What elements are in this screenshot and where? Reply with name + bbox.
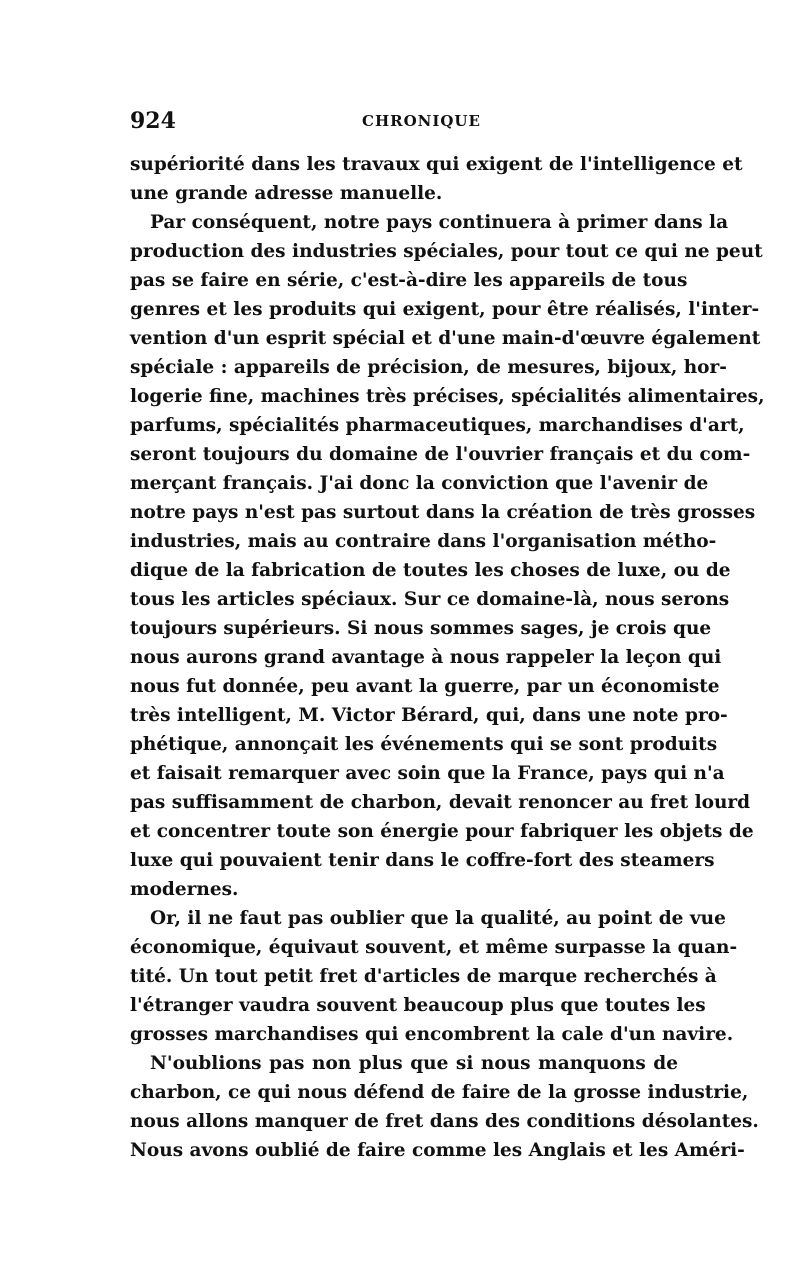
text-line: Nous avons oublié de faire comme les Anglais et les Améri- xyxy=(130,1140,745,1161)
text-line: seront toujours du domaine de l'ouvrier français et du com- xyxy=(130,444,751,465)
text-line: merçant français. J'ai donc la conviction que l'avenir de xyxy=(130,473,709,494)
body-text xyxy=(130,150,765,1165)
text-line: luxe qui pouvaient tenir dans le coffre-fort des steamers xyxy=(130,850,715,871)
text-line: tité. Un tout petit fret d'articles de marque recherchés à xyxy=(130,966,717,987)
text-line: parfums, spécialités pharmaceutiques, marchandises d'art, xyxy=(130,415,745,436)
text-line: charbon, ce qui nous défend de faire de la grosse industrie, xyxy=(130,1082,749,1103)
text-line: grosses marchandises qui encombrent la cale d'un navire. xyxy=(130,1024,734,1045)
text-line: Par conséquent, notre pays continuera à primer dans la xyxy=(150,212,729,233)
text-line: très intelligent, M. Victor Bérard, qui, dans une note pro- xyxy=(130,705,728,726)
text-line: économique, équivaut souvent, et même surpasse la quan- xyxy=(130,937,738,958)
text-line: phétique, annonçait les événements qui se sont produits xyxy=(130,734,718,755)
text-line: nous aurons grand avantage à nous rappeler la leçon qui xyxy=(130,647,722,668)
text-line: pas se faire en série, c'est-à-dire les appareils de tous xyxy=(130,270,688,291)
text-line: genres et les produits qui exigent, pour être réalisés, l'inter- xyxy=(130,299,760,320)
text-line: N'oublions pas non plus que si nous manquons de xyxy=(150,1053,678,1074)
text-line: toujours supérieurs. Si nous sommes sages, je crois que xyxy=(130,618,712,639)
text-line: dique de la fabrication de toutes les choses de luxe, ou de xyxy=(130,560,731,581)
text-line: logerie fine, machines très précises, spécialités alimentaires, xyxy=(130,386,765,407)
text-line: tous les articles spéciaux. Sur ce domaine-là, nous serons xyxy=(130,589,730,610)
text-line: supériorité dans les travaux qui exigent de l'intelligence et xyxy=(130,154,743,175)
text-line: l'étranger vaudra souvent beaucoup plus que toutes les xyxy=(130,995,706,1016)
text-line: et faisait remarquer avec soin que la France, pays qui n'a xyxy=(130,763,725,784)
text-line: Or, il ne faut pas oublier que la qualité, au point de vue xyxy=(150,908,726,929)
text-line: vention d'un esprit spécial et d'une main-d'œuvre également xyxy=(130,328,761,349)
text-line: spéciale : appareils de précision, de mesures, bijoux, hor- xyxy=(130,357,727,378)
text-line: industries, mais au contraire dans l'organisation métho- xyxy=(130,531,717,552)
text-line: une grande adresse manuelle. xyxy=(130,183,443,204)
text-line: nous allons manquer de fret dans des conditions désolantes. xyxy=(130,1111,759,1132)
text-line: nous fut donnée, peu avant la guerre, par un économiste xyxy=(130,676,720,697)
text-line: pas suffisamment de charbon, devait renoncer au fret lourd xyxy=(130,792,751,813)
page-number: 924 xyxy=(130,108,176,134)
page-header xyxy=(130,108,678,138)
text-line: production des industries spéciales, pour tout ce qui ne peut xyxy=(130,241,763,262)
running-title: CHRONIQUE xyxy=(362,112,481,130)
text-line: et concentrer toute son énergie pour fabriquer les objets de xyxy=(130,821,754,842)
text-line: modernes. xyxy=(130,879,239,900)
text-line: notre pays n'est pas surtout dans la création de très grosses xyxy=(130,502,756,523)
